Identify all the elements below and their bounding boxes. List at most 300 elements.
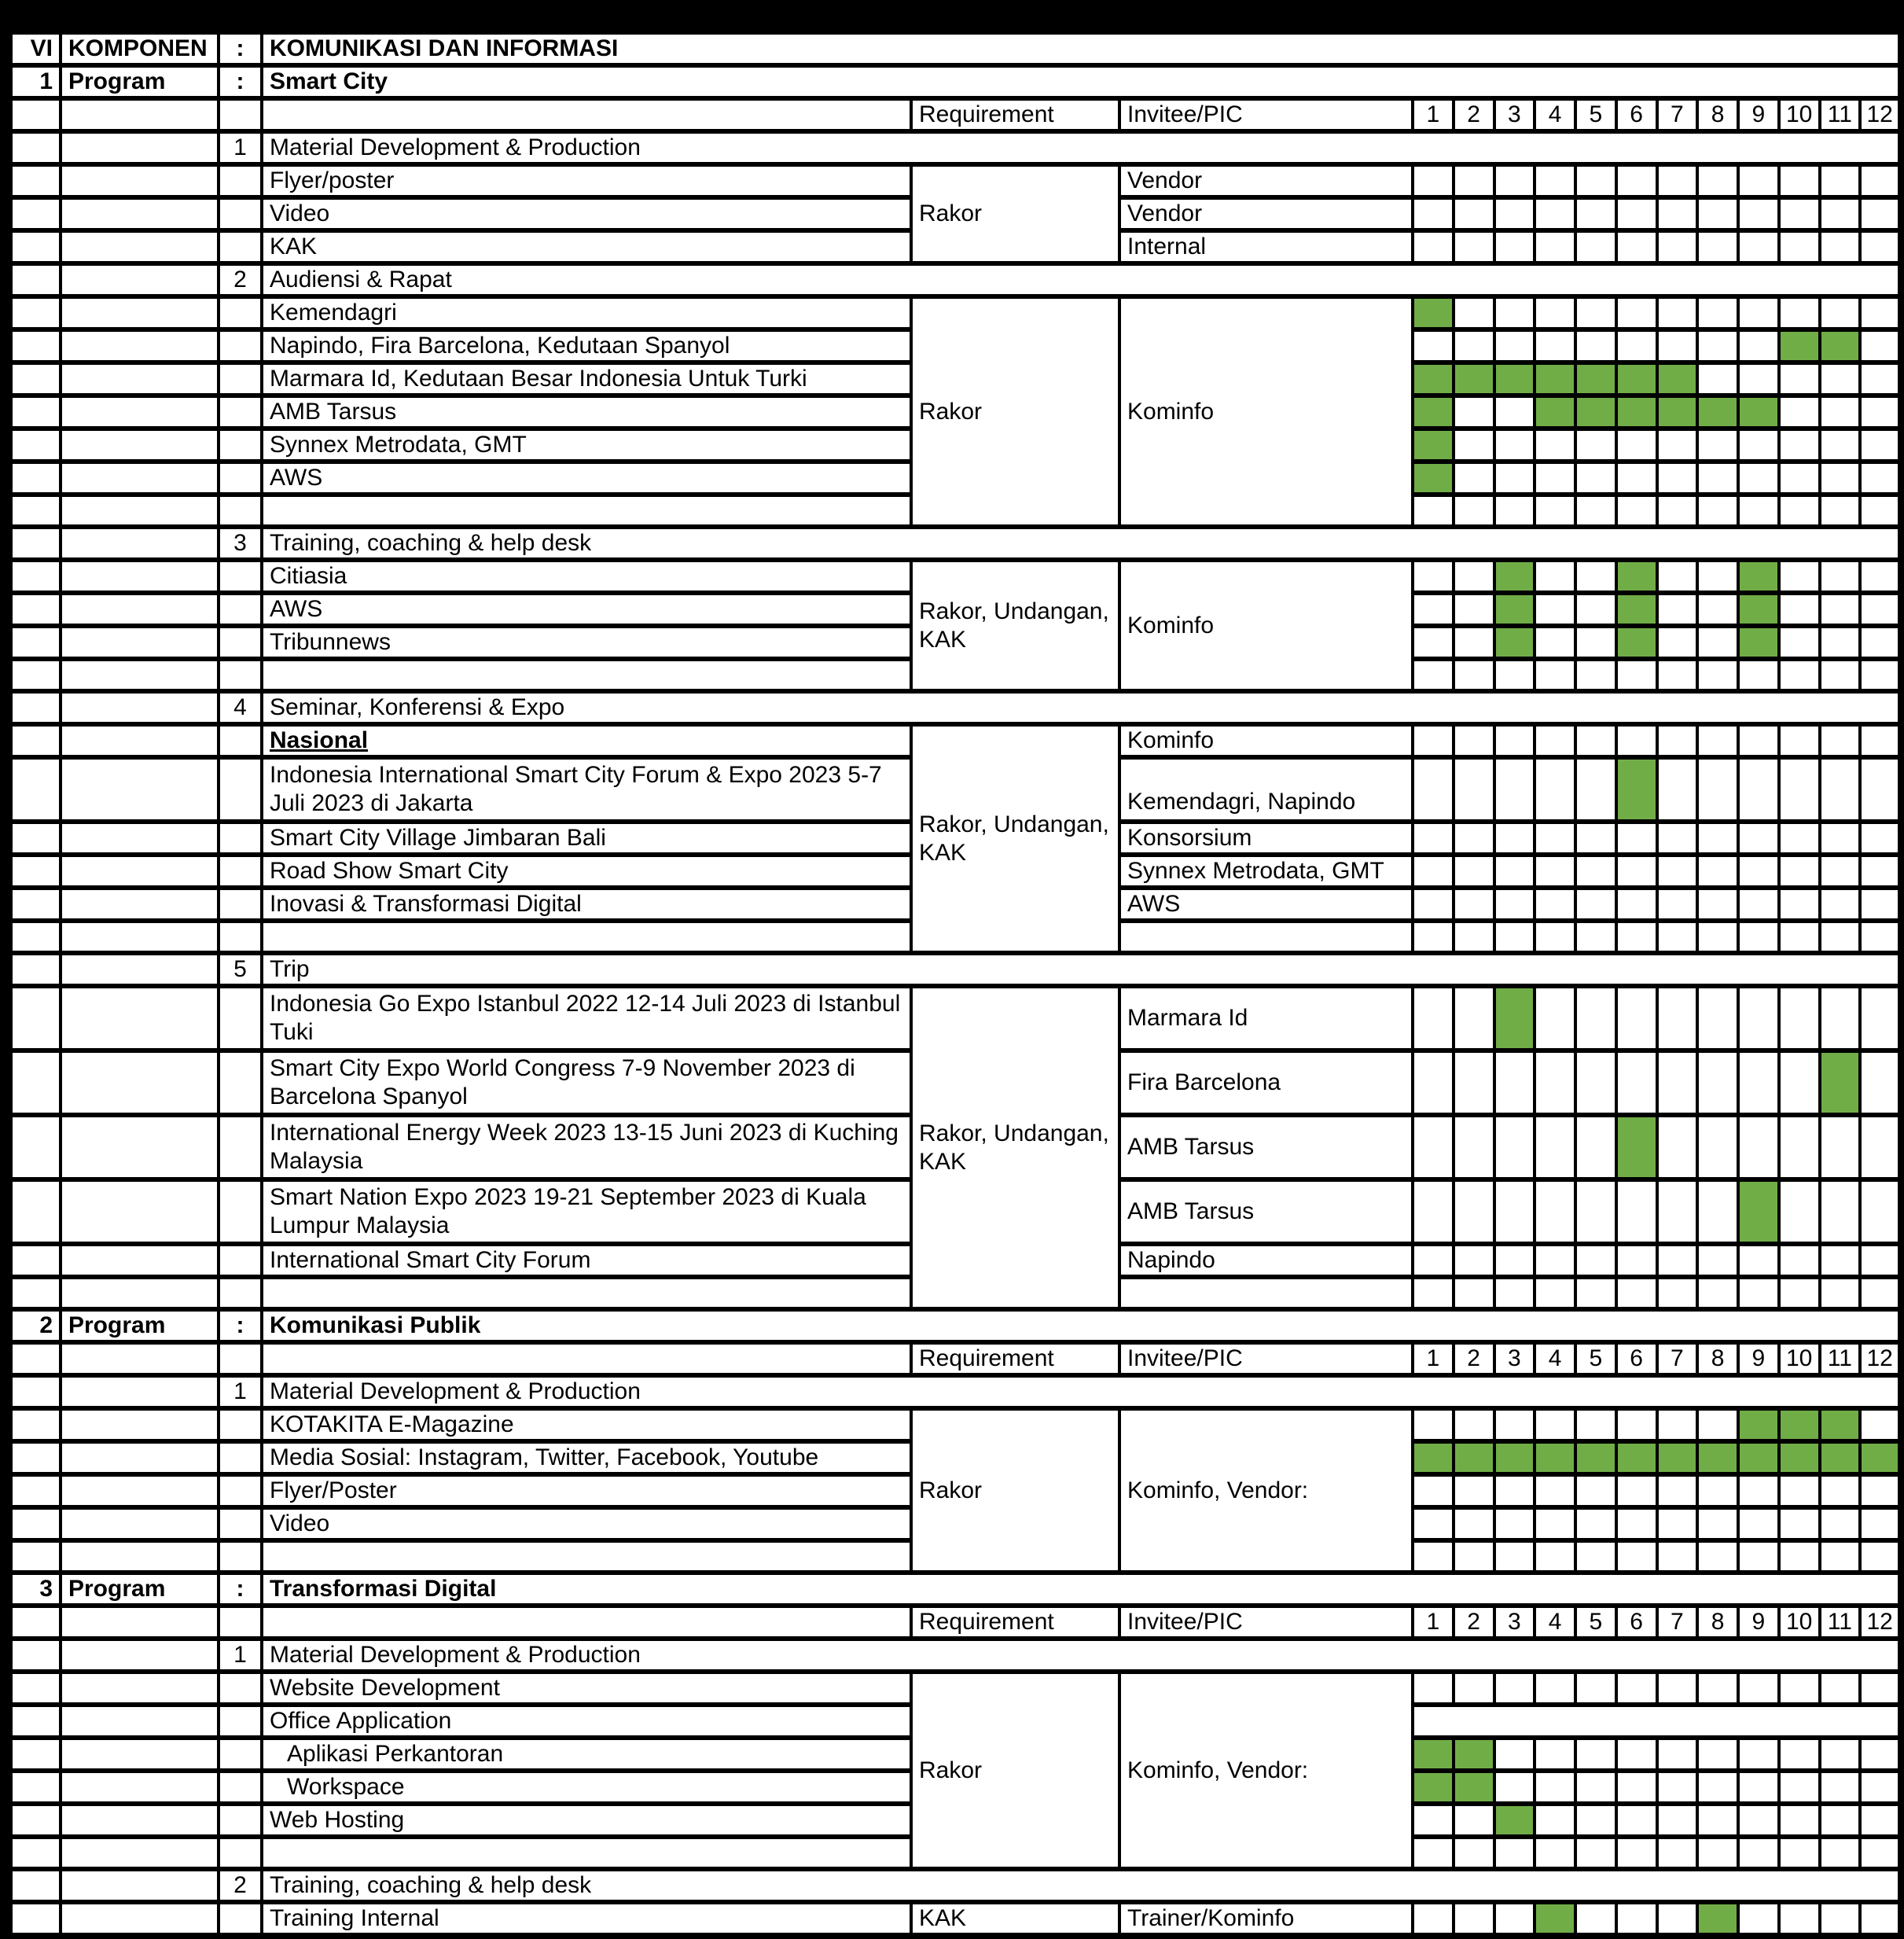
empty-cell: [9, 1408, 61, 1441]
gantt-cell: [1413, 888, 1454, 921]
gantt-cell: [1820, 1738, 1861, 1771]
activity: Road Show Smart City: [262, 855, 911, 888]
month-header-cell: 3: [1494, 98, 1535, 131]
gantt-cell: [1413, 1837, 1454, 1869]
month-header-cell: 7: [1657, 1342, 1698, 1375]
empty-cell: [61, 263, 219, 296]
month-header-cell: 7: [1657, 98, 1698, 131]
gantt-cell: [1575, 1474, 1616, 1507]
gantt-cell-filled: [1454, 362, 1494, 396]
gantt-cell-filled: [1494, 362, 1535, 396]
gantt-cell: [1494, 296, 1535, 329]
gantt-cell: [1494, 1540, 1535, 1573]
gantt-cell: [1738, 888, 1779, 921]
empty-cell: [9, 855, 61, 888]
gantt-cell: [1820, 593, 1861, 626]
gantt-cell: [1616, 296, 1657, 329]
activity: Flyer/poster: [262, 164, 911, 197]
empty-cell: [61, 1672, 219, 1705]
table-row: [9, 953, 1901, 986]
month-header-cell: 8: [1697, 1342, 1738, 1375]
empty-cell: [61, 822, 219, 855]
month-header-cell: 8: [1697, 1606, 1738, 1639]
gantt-cell: [1575, 429, 1616, 462]
empty-cell: [219, 560, 262, 593]
item-title: Material Development & Production: [262, 131, 1901, 164]
gantt-cell: [1738, 659, 1779, 691]
empty-cell: [9, 986, 61, 1050]
gantt-cell: [1535, 560, 1575, 593]
gantt-cell: [1738, 855, 1779, 888]
empty-cell: [61, 1639, 219, 1672]
program-title: Smart City: [262, 65, 1901, 98]
gantt-cell: [1454, 1837, 1494, 1869]
gantt-cell-filled: [1535, 396, 1575, 429]
gantt-cell: [1494, 1115, 1535, 1179]
activity: AWS: [262, 593, 911, 626]
gantt-cell: [1657, 495, 1698, 527]
gantt-cell: [1535, 1771, 1575, 1804]
empty-cell: [219, 1804, 262, 1837]
empty-cell: [9, 1606, 61, 1639]
empty-cell: [61, 1179, 219, 1244]
empty-cell: [219, 1705, 262, 1738]
gantt-cell: [1494, 495, 1535, 527]
gantt-cell-filled: [1494, 560, 1535, 593]
empty-cell: [219, 1771, 262, 1804]
gantt-cell: [1738, 230, 1779, 263]
table-row: [9, 65, 1901, 98]
empty-cell: [9, 1179, 61, 1244]
item-number: 1: [219, 1639, 262, 1672]
month-header-cell: 5: [1575, 98, 1616, 131]
gantt-cell: [1779, 296, 1820, 329]
empty-cell: [9, 822, 61, 855]
activity-empty: [262, 495, 911, 527]
gantt-cell: [1454, 1115, 1494, 1179]
activity-empty: [262, 921, 911, 953]
gantt-cell: [1657, 888, 1698, 921]
gantt-cell: [1860, 1837, 1901, 1869]
gantt-cell-filled: [1535, 1902, 1575, 1936]
empty-cell: [61, 296, 219, 329]
gantt-cell-filled: [1616, 362, 1657, 396]
gantt-cell: [1535, 1244, 1575, 1277]
invitee: Kominfo, Vendor:: [1119, 1408, 1413, 1573]
gantt-cell: [1575, 1540, 1616, 1573]
gantt-cell: [1494, 197, 1535, 230]
gantt-cell-filled: [1697, 1902, 1738, 1936]
gantt-cell-filled: [1657, 396, 1698, 429]
gantt-cell: [1738, 1474, 1779, 1507]
gantt-cell: [1738, 921, 1779, 953]
gantt-cell: [1820, 888, 1861, 921]
gantt-cell: [1575, 1179, 1616, 1244]
gantt-cell-filled: [1616, 396, 1657, 429]
gantt-cell-filled: [1535, 1441, 1575, 1474]
gantt-cell-filled: [1413, 296, 1454, 329]
gantt-cell: [1616, 230, 1657, 263]
gantt-cell: [1575, 1115, 1616, 1179]
gantt-cell: [1779, 462, 1820, 495]
gantt-cell: [1454, 724, 1494, 757]
empty-cell: [219, 1837, 262, 1869]
gantt-cell: [1779, 757, 1820, 822]
gantt-cell: [1779, 164, 1820, 197]
gantt-cell: [1616, 1771, 1657, 1804]
gantt-cell-filled: [1860, 1441, 1901, 1474]
table-row: [9, 527, 1901, 560]
gantt-cell: [1454, 1540, 1494, 1573]
empty-cell: [9, 329, 61, 362]
empty-cell: [219, 1738, 262, 1771]
activity: Citiasia: [262, 560, 911, 593]
empty-cell: [9, 1244, 61, 1277]
empty-cell: [61, 462, 219, 495]
activity: Office Application: [262, 1705, 911, 1738]
empty-cell: [61, 593, 219, 626]
gantt-cell: [1779, 1244, 1820, 1277]
gantt-cell: [1575, 855, 1616, 888]
invitee: Marmara Id: [1119, 986, 1413, 1050]
gantt-cell: [1454, 1408, 1494, 1441]
month-header-cell: 2: [1454, 1342, 1494, 1375]
table-row: [9, 1639, 1901, 1672]
gantt-cell: [1697, 986, 1738, 1050]
item-number: 1: [219, 131, 262, 164]
table-row: [9, 1672, 1901, 1705]
empty-cell: [219, 626, 262, 659]
gantt-cell: [1494, 429, 1535, 462]
empty-cell: [61, 197, 219, 230]
activity: Kemendagri: [262, 296, 911, 329]
gantt-cell: [1535, 462, 1575, 495]
col-header-requirement: Requirement: [911, 98, 1119, 131]
gantt-cell-filled: [1820, 329, 1861, 362]
empty-cell: [61, 1705, 219, 1738]
gantt-cell: [1820, 462, 1861, 495]
month-header-cell: 11: [1820, 98, 1861, 131]
gantt-cell: [1860, 1540, 1901, 1573]
invitee: Kemendagri, Napindo: [1119, 757, 1413, 822]
gantt-cell: [1494, 1672, 1535, 1705]
gantt-cell: [1860, 1771, 1901, 1804]
gantt-cell: [1779, 1902, 1820, 1936]
gantt-cell: [1820, 495, 1861, 527]
activity: Flyer/Poster: [262, 1474, 911, 1507]
month-header-cell: 5: [1575, 1606, 1616, 1639]
gantt-cell: [1454, 164, 1494, 197]
gantt-cell: [1657, 1771, 1698, 1804]
empty-cell: [9, 593, 61, 626]
gantt-cell: [1494, 1179, 1535, 1244]
gantt-cell: [1413, 1474, 1454, 1507]
activity: AWS: [262, 462, 911, 495]
gantt-cell: [1454, 626, 1494, 659]
gantt-cell: [1657, 1837, 1698, 1869]
month-header-cell: 6: [1616, 98, 1657, 131]
gantt-cell: [1454, 197, 1494, 230]
gantt-cell: [1535, 429, 1575, 462]
gantt-cell-filled: [1454, 1441, 1494, 1474]
empty-cell: [61, 1244, 219, 1277]
gantt-cell: [1820, 757, 1861, 822]
gantt-cell: [1575, 626, 1616, 659]
gantt-cell: [1820, 1277, 1861, 1309]
gantt-cell: [1860, 1244, 1901, 1277]
activity: Video: [262, 197, 911, 230]
gantt-cell: [1575, 888, 1616, 921]
gantt-cell: [1413, 757, 1454, 822]
colon: :: [219, 31, 262, 65]
gantt-cell: [1860, 396, 1901, 429]
empty-cell: [61, 1050, 219, 1115]
gantt-cell-filled: [1494, 1804, 1535, 1837]
gantt-cell: [1657, 1672, 1698, 1705]
gantt-cell: [1575, 1804, 1616, 1837]
empty-cell: [219, 1902, 262, 1936]
gantt-cell: [1494, 1277, 1535, 1309]
gantt-cell: [1616, 855, 1657, 888]
month-header-cell: 4: [1535, 1342, 1575, 1375]
empty-cell: [219, 1441, 262, 1474]
empty-cell: [61, 1869, 219, 1902]
activity: Marmara Id, Kedutaan Besar Indonesia Untuk Turki: [262, 362, 911, 396]
activity-empty: [262, 659, 911, 691]
gantt-cell: [1535, 822, 1575, 855]
gantt-cell-filled: [1494, 626, 1535, 659]
gantt-cell: [1494, 757, 1535, 822]
gantt-cell: [1657, 1902, 1698, 1936]
empty-cell: [61, 888, 219, 921]
gantt-cell: [1860, 986, 1901, 1050]
gantt-cell: [1657, 724, 1698, 757]
gantt-cell: [1454, 296, 1494, 329]
empty-cell: [9, 953, 61, 986]
gantt-cell: [1494, 921, 1535, 953]
empty-cell: [9, 362, 61, 396]
table-row: [9, 31, 1901, 65]
invitee: Kominfo: [1119, 560, 1413, 691]
empty-cell: [9, 1441, 61, 1474]
gantt-cell: [1616, 659, 1657, 691]
gantt-cell: [1494, 1507, 1535, 1540]
empty-cell: [219, 164, 262, 197]
gantt-cell: [1820, 230, 1861, 263]
gantt-cell: [1535, 1672, 1575, 1705]
empty-cell: [219, 822, 262, 855]
empty-cell: [219, 1277, 262, 1309]
gantt-cell: [1779, 1738, 1820, 1771]
table-row: [9, 164, 1901, 197]
activity: Tribunnews: [262, 626, 911, 659]
activity: International Energy Week 2023 13-15 Juni 2023 di Kuching Malaysia: [262, 1115, 911, 1179]
table-row: [9, 1573, 1901, 1606]
gantt-cell: [1413, 230, 1454, 263]
gantt-cell: [1738, 1771, 1779, 1804]
gantt-cell: [1535, 855, 1575, 888]
empty-cell: [61, 921, 219, 953]
empty-cell: [9, 396, 61, 429]
gantt-cell: [1657, 1738, 1698, 1771]
gantt-cell: [1535, 1837, 1575, 1869]
gantt-cell: [1657, 986, 1698, 1050]
gantt-cell: [1820, 1672, 1861, 1705]
gantt-cell: [1657, 462, 1698, 495]
gantt-cell: [1779, 659, 1820, 691]
empty-cell: [61, 855, 219, 888]
gantt-cell-filled: [1820, 1050, 1861, 1115]
empty-cell: [219, 197, 262, 230]
table-row: [9, 1309, 1901, 1342]
gantt-cell: [1575, 560, 1616, 593]
gantt-cell: [1697, 1050, 1738, 1115]
gantt-cell: [1454, 1277, 1494, 1309]
empty-cell: [219, 396, 262, 429]
empty-cell: [9, 1738, 61, 1771]
item-title: Training, coaching & help desk: [262, 1869, 1901, 1902]
gantt-cell-filled: [1494, 986, 1535, 1050]
gantt-cell: [1738, 1672, 1779, 1705]
gantt-cell: [1697, 362, 1738, 396]
gantt-cell: [1697, 1771, 1738, 1804]
gantt-cell-filled: [1494, 1441, 1535, 1474]
gantt-cell: [1820, 1474, 1861, 1507]
gantt-cell: [1616, 1902, 1657, 1936]
gantt-cell: [1535, 164, 1575, 197]
colon: :: [219, 1309, 262, 1342]
month-header-cell: 1: [1413, 1606, 1454, 1639]
empty-cell: [219, 724, 262, 757]
gantt-cell: [1860, 329, 1901, 362]
empty-cell: [219, 888, 262, 921]
gantt-cell: [1413, 822, 1454, 855]
gantt-cell: [1820, 921, 1861, 953]
gantt-cell: [1535, 197, 1575, 230]
empty-cell: [219, 1540, 262, 1573]
gantt-cell: [1697, 757, 1738, 822]
gantt-cell: [1535, 888, 1575, 921]
gantt-cell: [1779, 855, 1820, 888]
gantt-cell: [1494, 822, 1535, 855]
gantt-cell: [1657, 855, 1698, 888]
item-title: Audiensi & Rapat: [262, 263, 1901, 296]
gantt-cell: [1494, 724, 1535, 757]
gantt-cell: [1454, 329, 1494, 362]
gantt-cell: [1779, 495, 1820, 527]
gantt-cell: [1575, 1244, 1616, 1277]
empty-cell: [61, 724, 219, 757]
month-header-cell: 2: [1454, 98, 1494, 131]
gantt-cell: [1494, 1050, 1535, 1115]
gantt-cell: [1779, 626, 1820, 659]
gantt-cell: [1657, 1277, 1698, 1309]
gantt-cell: [1779, 396, 1820, 429]
gantt-cell: [1413, 329, 1454, 362]
gantt-cell: [1860, 560, 1901, 593]
table-row: [9, 986, 1901, 1050]
gantt-cell: [1860, 888, 1901, 921]
gantt-cell: [1860, 296, 1901, 329]
gantt-cell: [1820, 1804, 1861, 1837]
gantt-cell: [1575, 724, 1616, 757]
gantt-cell: [1454, 1507, 1494, 1540]
empty-cell: [61, 1441, 219, 1474]
gantt-cell: [1738, 362, 1779, 396]
gantt-cell: [1657, 1507, 1698, 1540]
empty-cell: [61, 986, 219, 1050]
gantt-cell: [1454, 1474, 1494, 1507]
gantt-cell: [1575, 1507, 1616, 1540]
empty-cell: [9, 560, 61, 593]
gantt-cell: [1454, 888, 1494, 921]
empty-cell: [61, 1507, 219, 1540]
gantt-cell: [1860, 1672, 1901, 1705]
gantt-cell: [1820, 659, 1861, 691]
empty-cell: [219, 1179, 262, 1244]
invitee: Fira Barcelona: [1119, 1050, 1413, 1115]
item-title: Material Development & Production: [262, 1639, 1901, 1672]
gantt-cell: [1575, 1771, 1616, 1804]
empty-cell: [61, 230, 219, 263]
gantt-cell: [1575, 164, 1616, 197]
activity: Indonesia International Smart City Forum & Expo 2023 5-7 Juli 2023 di Jakarta: [262, 757, 911, 822]
gantt-cell: [1860, 724, 1901, 757]
table-row: [9, 1902, 1901, 1936]
month-header-cell: 2: [1454, 1606, 1494, 1639]
gantt-cell-filled: [1738, 593, 1779, 626]
gantt-cell: [1616, 888, 1657, 921]
gantt-cell: [1454, 462, 1494, 495]
empty-cell: [219, 495, 262, 527]
empty-cell: [9, 1705, 61, 1738]
gantt-cell: [1535, 230, 1575, 263]
gantt-cell: [1616, 1050, 1657, 1115]
gantt-cell: [1860, 1804, 1901, 1837]
gantt-cell: [1616, 1540, 1657, 1573]
empty-cell: [219, 1050, 262, 1115]
month-header-cell: 12: [1860, 1606, 1901, 1639]
gantt-cell-filled: [1413, 462, 1454, 495]
empty-cell: [61, 691, 219, 724]
gantt-cell: [1779, 921, 1820, 953]
item-number: 3: [219, 527, 262, 560]
gantt-cell: [1779, 429, 1820, 462]
gantt-cell: [1738, 822, 1779, 855]
table-row: [9, 691, 1901, 724]
month-header-cell: 4: [1535, 1606, 1575, 1639]
gantt-cell-filled: [1494, 593, 1535, 626]
gantt-cell: [1697, 1540, 1738, 1573]
gantt-cell: [1779, 1115, 1820, 1179]
month-header-cell: 1: [1413, 98, 1454, 131]
gantt-cell: [1860, 921, 1901, 953]
gantt-cell: [1575, 329, 1616, 362]
empty-cell: [61, 1738, 219, 1771]
gantt-cell: [1575, 230, 1616, 263]
gantt-cell: [1657, 1115, 1698, 1179]
gantt-cell: [1616, 1277, 1657, 1309]
gantt-cell: [1697, 1474, 1738, 1507]
invitee: Kominfo: [1119, 296, 1413, 527]
gantt-cell: [1657, 1540, 1698, 1573]
gantt-cell: [1616, 164, 1657, 197]
gantt-cell: [1616, 921, 1657, 953]
gantt-cell: [1494, 329, 1535, 362]
gantt-cell: [1616, 724, 1657, 757]
gantt-cell: [1697, 329, 1738, 362]
empty-cell: [61, 1375, 219, 1408]
